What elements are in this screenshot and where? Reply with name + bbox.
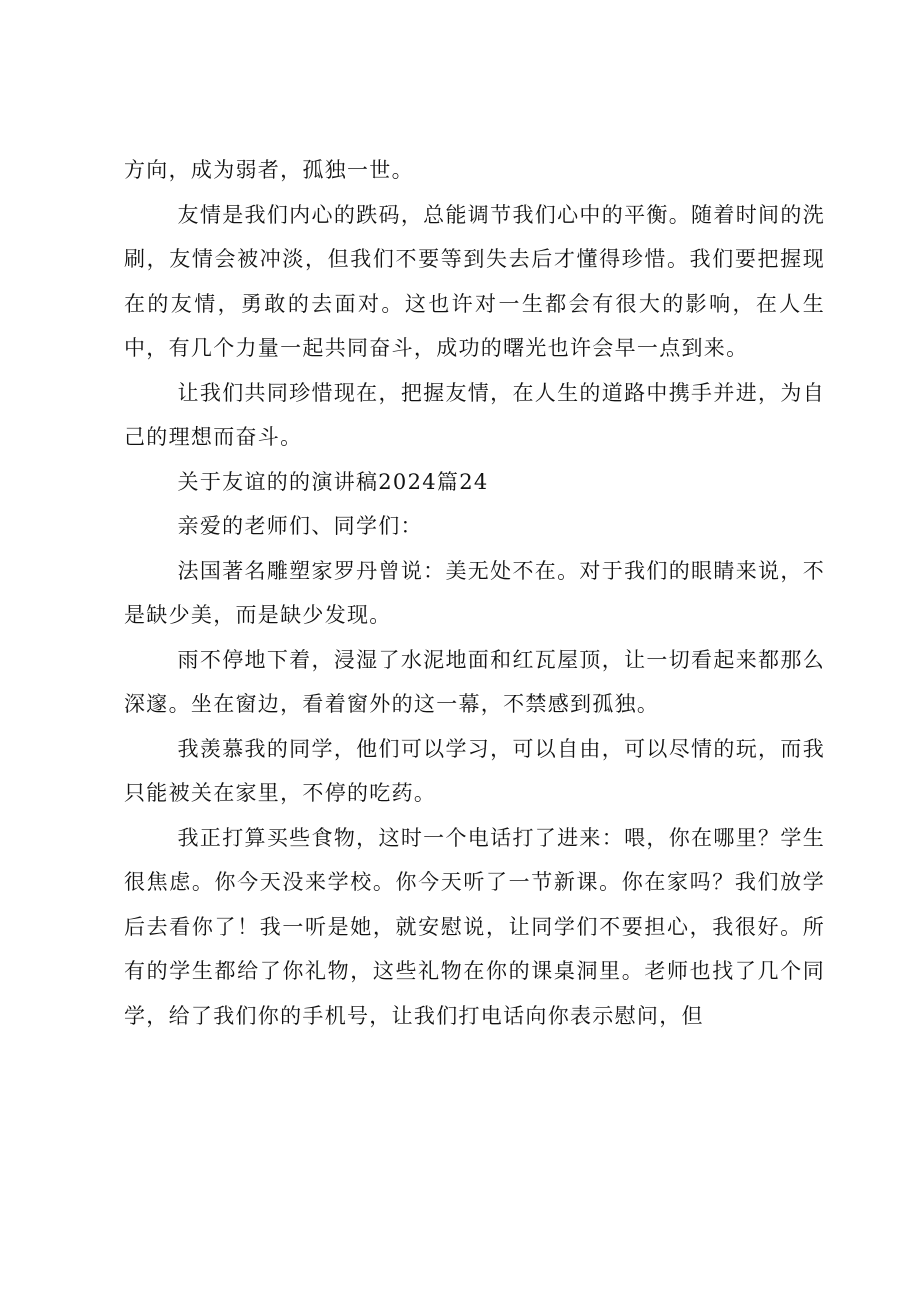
paragraph-cherish-now: 让我们共同珍惜现在，把握友情，在人生的道路中携手并进，为自己的理想而奋斗。 — [124, 380, 825, 449]
speech-section-title: 关于友谊的的演讲稿2024篇24 — [177, 469, 489, 494]
paragraph-phone-call: 我正打算买些食物，这时一个电话打了进来：喂，你在哪里？学生很焦虑。你今天没来学校。你今天听了一节新课。你在家吗？我们放学后去看你了！我一听是她，就安慰说，让同学们不要担心，我很好。所有的学生都给了你礼物，这些礼物在你的课桌洞里。老师也找了几个同学，给了我们你的手机号，让我们打电话向你表示慰问，但 — [124, 825, 825, 1028]
paragraph-friendship-weight: 友情是我们内心的跌码，总能调节我们心中的平衡。随着时间的洗刷，友情会被冲淡，但我们不要等到失去后才懂得珍惜。我们要把握现在的友情，勇敢的去面对。这也许对一生都会有很大的影响，在人生中，有几个力量一起共同奋斗，成功的曙光也许会早一点到来。 — [124, 202, 825, 360]
speech-greeting: 亲爱的老师们、同学们： — [177, 514, 423, 538]
paragraph-rodin-quote: 法国著名雕塑家罗丹曾说：美无处不在。对于我们的眼睛来说，不是缺少美，而是缺少发现。 — [124, 558, 825, 627]
paragraph-envy-classmates: 我羡慕我的同学，他们可以学习，可以自由，可以尽情的玩，而我只能被关在家里，不停的吃药。 — [124, 736, 825, 805]
paragraph-continuation: 方向，成为弱者，孤独一世。 — [124, 158, 414, 182]
paragraph-rain: 雨不停地下着，浸湿了水泥地面和红瓦屋顶，让一切看起来都那么深邃。坐在窗边，看着窗外的这一幕，不禁感到孤独。 — [124, 647, 825, 716]
document-body — [124, 148, 825, 1038]
